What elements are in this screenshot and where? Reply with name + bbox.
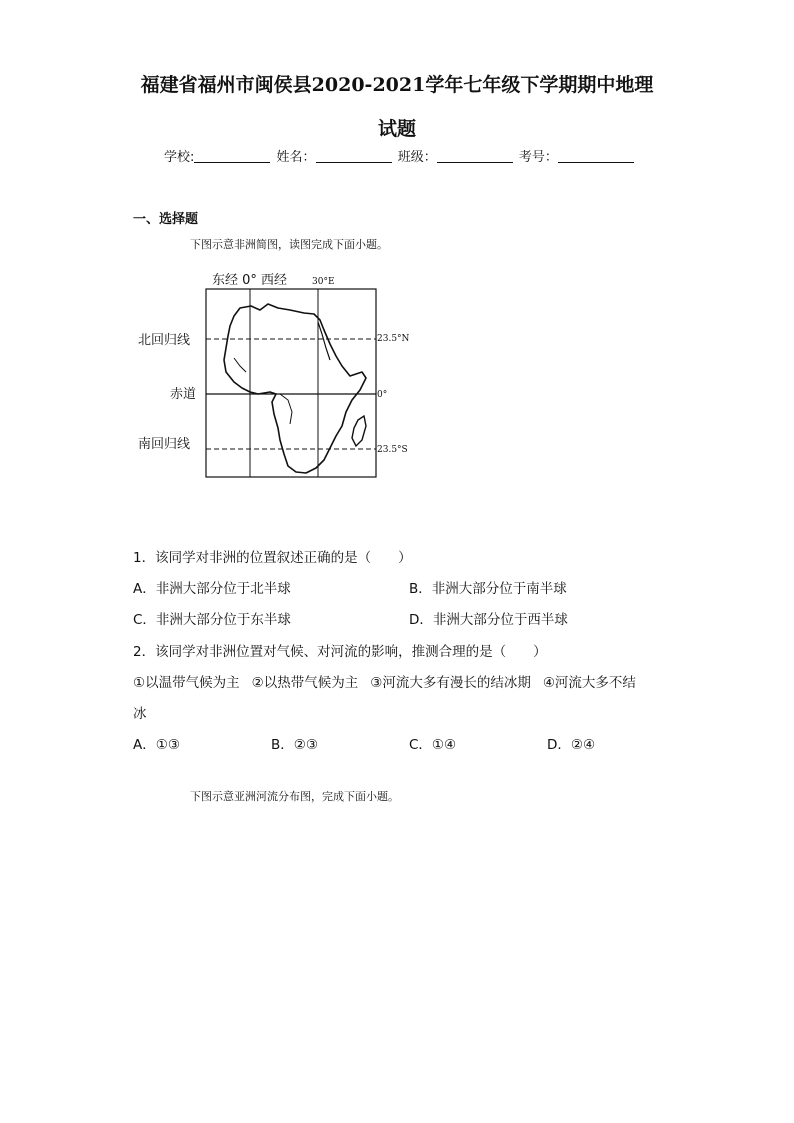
map-longitude-label: 东经 0° 西经 — [212, 273, 288, 288]
tropic-of-cancer-label: 北回归线 — [138, 333, 191, 348]
q1-option-a[interactable]: A．非洲大部分位于北半球 — [133, 581, 291, 597]
q2-statement-4: ④河流大多不结 — [542, 675, 636, 691]
africa-map — [130, 268, 430, 488]
q2-option-c[interactable]: C．①④ — [409, 737, 457, 753]
equator-label: 赤道 — [170, 387, 197, 402]
q2-option-a[interactable]: A．①③ — [133, 737, 180, 753]
group2-intro: 下图示意亚洲河流分布图，完成下面小题。 — [190, 790, 399, 803]
q1-option-d[interactable]: D．非洲大部分位于西半球 — [409, 612, 568, 628]
exam-no-label: 考号： — [518, 150, 558, 165]
school-blank[interactable] — [194, 149, 270, 163]
question-2-stem: 2．该同学对非洲位置对气候、对河流的影响，推测合理的是（ ） — [133, 644, 547, 660]
school-label: 学校: — [164, 150, 195, 165]
q2-option-d[interactable]: D．②④ — [547, 737, 596, 753]
question-1-stem: 1．该同学对非洲的位置叙述正确的是（ ） — [133, 550, 412, 566]
map-30e-label: 30°E — [312, 277, 335, 287]
name-blank[interactable] — [316, 149, 392, 163]
exam-no-blank[interactable] — [558, 149, 634, 163]
tropic-of-capricorn-label: 南回归线 — [138, 437, 191, 452]
q2-statement-2: ②以热带气候为主 — [251, 675, 359, 691]
lat-23-5n-label: 23.5°N — [377, 334, 410, 344]
section-title: 一、选择题 — [133, 212, 199, 227]
q2-option-b[interactable]: B．②③ — [271, 737, 318, 753]
q2-statement-3: ③河流大多有漫长的结冰期 — [370, 675, 531, 691]
q1-option-c[interactable]: C．非洲大部分位于东半球 — [133, 612, 291, 628]
congo-river — [280, 394, 292, 424]
student-info-row — [164, 146, 636, 165]
name-label: 姓名： — [276, 150, 316, 165]
q2-statements — [133, 671, 648, 691]
africa-outline — [224, 304, 366, 473]
q2-statement-4-cont: 冰 — [133, 706, 147, 722]
page-title-line2: 试题 — [377, 118, 416, 140]
class-blank[interactable] — [437, 149, 513, 163]
madagascar-outline — [352, 416, 366, 446]
q1-option-b[interactable]: B．非洲大部分位于南半球 — [409, 581, 567, 597]
class-label: 班级： — [397, 150, 437, 165]
lat-0-label: 0° — [377, 390, 388, 400]
q2-statement-1: ①以温带气候为主 — [133, 675, 240, 691]
page-title-line1: 福建省福州市闽侯县2020-2021学年七年级下学期期中地理 — [140, 74, 654, 96]
niger-river — [234, 358, 246, 372]
lat-23-5s-label: 23.5°S — [377, 445, 408, 455]
group1-intro: 下图示意非洲简图，读图完成下面小题。 — [190, 238, 388, 251]
